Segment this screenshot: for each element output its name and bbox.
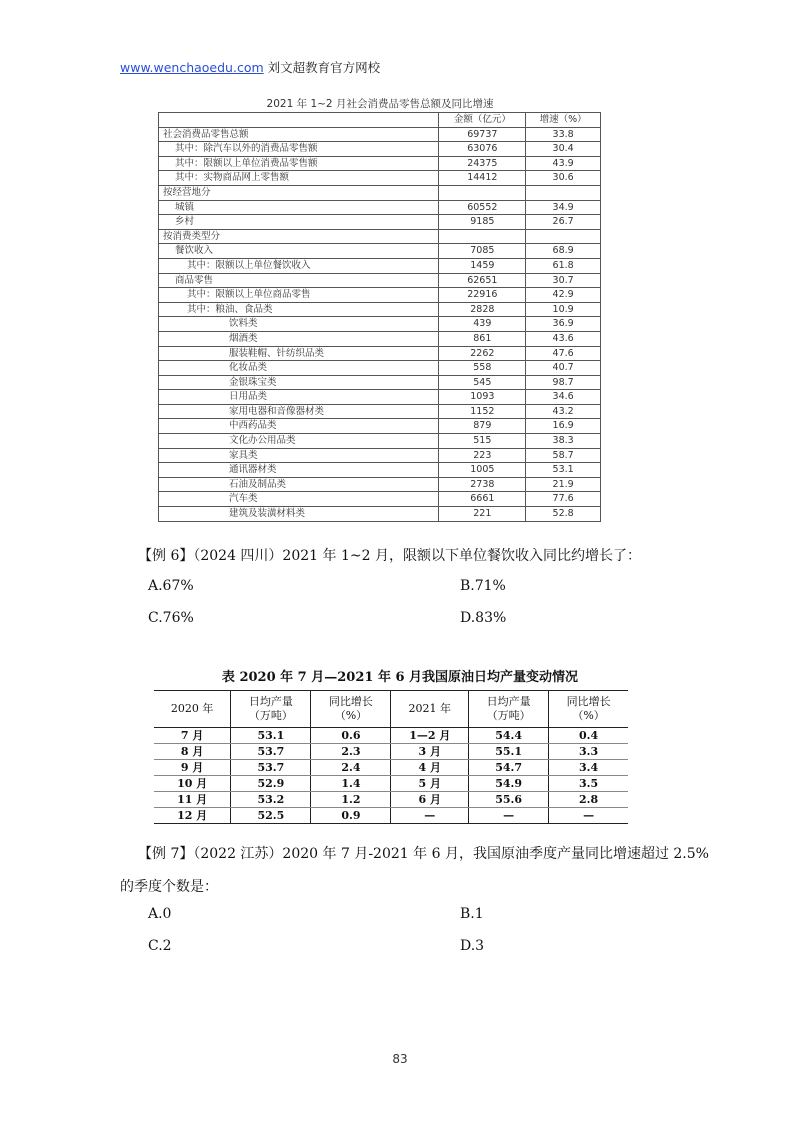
row-rate: 36.9 <box>526 317 601 332</box>
table-row <box>159 142 601 157</box>
table2-cell: — <box>391 808 469 824</box>
q6-option-d[interactable]: D.83% <box>460 610 507 626</box>
row-amount: 22916 <box>439 288 526 303</box>
table-row <box>154 744 628 760</box>
table-row <box>159 288 601 303</box>
table-row <box>159 448 601 463</box>
table2-cell: 1.2 <box>311 792 391 808</box>
table-row <box>159 156 601 171</box>
table2-cell: 53.1 <box>231 728 311 744</box>
row-rate: 38.3 <box>526 434 601 449</box>
table2-cell: 3.3 <box>549 744 628 760</box>
table2-cell: 54.4 <box>469 728 549 744</box>
table2-cell: 1—2 月 <box>391 728 469 744</box>
table2-cell: — <box>549 808 628 824</box>
header-org: 刘文超教育官方网校 <box>267 60 381 75</box>
row-rate: 40.7 <box>526 361 601 376</box>
row-name: 化妆品类 <box>159 361 439 376</box>
row-amount: 1093 <box>439 390 526 405</box>
table-row <box>159 477 601 492</box>
table-row <box>159 215 601 230</box>
q6-option-a[interactable]: A.67% <box>148 578 194 594</box>
table-row <box>159 200 601 215</box>
q7-option-c[interactable]: C.2 <box>148 938 172 954</box>
table-row <box>159 434 601 449</box>
row-amount: 24375 <box>439 156 526 171</box>
table-row <box>159 273 601 288</box>
question-7-line2: 的季度个数是： <box>120 879 218 895</box>
table-row <box>159 375 601 390</box>
table2-cell: 2.8 <box>549 792 628 808</box>
row-name: 饮料类 <box>159 317 439 332</box>
table2-cell: 10 月 <box>154 776 231 792</box>
table2-cell: 0.9 <box>311 808 391 824</box>
row-rate: 98.7 <box>526 375 601 390</box>
row-name: 中西药品类 <box>159 419 439 434</box>
table-row <box>159 229 601 244</box>
table1-col-rate: 增速（%） <box>526 113 601 128</box>
row-rate: 10.9 <box>526 302 601 317</box>
row-rate <box>526 229 601 244</box>
row-name: 汽车类 <box>159 492 439 507</box>
table-row <box>154 792 628 808</box>
table2-cell: 5 月 <box>391 776 469 792</box>
row-rate: 58.7 <box>526 448 601 463</box>
table-row <box>159 404 601 419</box>
row-rate: 47.6 <box>526 346 601 361</box>
table-row <box>159 302 601 317</box>
row-rate: 43.6 <box>526 331 601 346</box>
table2-cell: 6 月 <box>391 792 469 808</box>
row-name: 家用电器和音像器材类 <box>159 404 439 419</box>
row-name: 乡村 <box>159 215 439 230</box>
page-number: 83 <box>392 1052 408 1066</box>
table-row <box>159 185 601 200</box>
crude-oil-table <box>154 690 628 824</box>
row-amount: 545 <box>439 375 526 390</box>
row-rate: 30.6 <box>526 171 601 186</box>
table-row <box>159 419 601 434</box>
table2-cell: 53.2 <box>231 792 311 808</box>
row-rate: 43.2 <box>526 404 601 419</box>
table-row <box>159 258 601 273</box>
row-rate: 34.6 <box>526 390 601 405</box>
table2-cell: 55.1 <box>469 744 549 760</box>
table2-cell: 52.5 <box>231 808 311 824</box>
row-name: 其中：粮油、食品类 <box>159 302 439 317</box>
row-name: 商品零售 <box>159 273 439 288</box>
row-rate: 68.9 <box>526 244 601 259</box>
table2-col-header: 2020 年 <box>154 691 231 728</box>
table2-cell: 8 月 <box>154 744 231 760</box>
table-row <box>154 808 628 824</box>
table2-cell: 3.5 <box>549 776 628 792</box>
row-name: 按消费类型分 <box>159 229 439 244</box>
row-rate: 30.7 <box>526 273 601 288</box>
table-row <box>159 463 601 478</box>
row-name: 文化办公用品类 <box>159 434 439 449</box>
table2-cell: 2.3 <box>311 744 391 760</box>
row-rate: 53.1 <box>526 463 601 478</box>
q7-option-b[interactable]: B.1 <box>460 906 484 922</box>
row-rate <box>526 185 601 200</box>
table2-cell: 3 月 <box>391 744 469 760</box>
row-amount: 861 <box>439 331 526 346</box>
row-amount: 7085 <box>439 244 526 259</box>
site-link[interactable]: www.wenchaoedu.com <box>120 60 264 75</box>
row-amount: 2828 <box>439 302 526 317</box>
row-amount: 1005 <box>439 463 526 478</box>
row-amount: 14412 <box>439 171 526 186</box>
question-7-line1: 【例 7】（2022 江苏）2020 年 7 月-2021 年 6 月，我国原油季度产量同比增速超过 2.5% <box>138 846 709 862</box>
q7-option-d[interactable]: D.3 <box>460 938 485 954</box>
row-rate: 33.8 <box>526 127 601 142</box>
row-name: 社会消费品零售总额 <box>159 127 439 142</box>
row-name: 服装鞋帽、针纺织品类 <box>159 346 439 361</box>
row-name: 烟酒类 <box>159 331 439 346</box>
table2-cell: 7 月 <box>154 728 231 744</box>
table2-cell: 12 月 <box>154 808 231 824</box>
row-name: 石油及制品类 <box>159 477 439 492</box>
row-amount <box>439 185 526 200</box>
table2-cell: — <box>469 808 549 824</box>
row-name: 其中：限额以上单位消费品零售额 <box>159 156 439 171</box>
row-name: 建筑及装潢材料类 <box>159 507 439 522</box>
table2-cell: 0.6 <box>311 728 391 744</box>
table2-cell: 2.4 <box>311 760 391 776</box>
row-amount: 69737 <box>439 127 526 142</box>
table2-cell: 4 月 <box>391 760 469 776</box>
table2-cell: 54.7 <box>469 760 549 776</box>
row-name: 其中：限额以上单位餐饮收入 <box>159 258 439 273</box>
table-row <box>159 127 601 142</box>
table2-cell: 52.9 <box>231 776 311 792</box>
row-rate: 77.6 <box>526 492 601 507</box>
row-amount: 2738 <box>439 477 526 492</box>
table-row <box>159 507 601 522</box>
table2-header-row <box>154 691 628 728</box>
table-row <box>154 776 628 792</box>
table2-col-header: 同比增长 （%） <box>549 691 628 728</box>
table2-col-header: 2021 年 <box>391 691 469 728</box>
table-row <box>159 492 601 507</box>
table2-cell: 0.4 <box>549 728 628 744</box>
page-header <box>120 58 380 76</box>
table2-cell: 54.9 <box>469 776 549 792</box>
table2-cell: 55.6 <box>469 792 549 808</box>
row-amount: 2262 <box>439 346 526 361</box>
row-rate: 52.8 <box>526 507 601 522</box>
row-rate: 42.9 <box>526 288 601 303</box>
table2-cell: 53.7 <box>231 744 311 760</box>
table1-header-row <box>159 113 601 128</box>
row-rate: 26.7 <box>526 215 601 230</box>
table-row <box>159 361 601 376</box>
table2-cell: 53.7 <box>231 760 311 776</box>
table-row <box>159 390 601 405</box>
row-rate: 34.9 <box>526 200 601 215</box>
question-6: 【例 6】（2024 四川）2021 年 1~2 月，限额以下单位餐饮收入同比约增长了： <box>138 548 641 564</box>
table-row <box>154 728 628 744</box>
row-amount: 1459 <box>439 258 526 273</box>
row-amount: 879 <box>439 419 526 434</box>
table2-cell: 11 月 <box>154 792 231 808</box>
row-name: 其中：除汽车以外的消费品零售额 <box>159 142 439 157</box>
row-amount: 558 <box>439 361 526 376</box>
table2-cell: 1.4 <box>311 776 391 792</box>
table1-col-amount: 金额（亿元） <box>439 113 526 128</box>
row-name: 金银珠宝类 <box>159 375 439 390</box>
retail-sales-table <box>158 112 601 522</box>
row-amount: 1152 <box>439 404 526 419</box>
row-name: 其中：实物商品网上零售额 <box>159 171 439 186</box>
row-rate: 30.4 <box>526 142 601 157</box>
row-name: 家具类 <box>159 448 439 463</box>
row-amount: 515 <box>439 434 526 449</box>
row-name: 餐饮收入 <box>159 244 439 259</box>
table1-col-name <box>159 113 439 128</box>
table-row <box>159 346 601 361</box>
row-amount: 6661 <box>439 492 526 507</box>
table2-col-header: 日均产量 （万吨） <box>469 691 549 728</box>
row-rate: 43.9 <box>526 156 601 171</box>
row-name: 日用品类 <box>159 390 439 405</box>
table2-cell: 3.4 <box>549 760 628 776</box>
row-amount: 62651 <box>439 273 526 288</box>
row-amount: 223 <box>439 448 526 463</box>
row-amount <box>439 229 526 244</box>
row-amount: 60552 <box>439 200 526 215</box>
row-name: 通讯器材类 <box>159 463 439 478</box>
row-amount: 63076 <box>439 142 526 157</box>
q6-option-b[interactable]: B.71% <box>460 578 506 594</box>
q6-option-c[interactable]: C.76% <box>148 610 194 626</box>
table1-title: 2021 年 1~2 月社会消费品零售总额及同比增速 <box>266 98 494 110</box>
table-row <box>154 760 628 776</box>
table-row <box>159 244 601 259</box>
row-amount: 9185 <box>439 215 526 230</box>
q7-option-a[interactable]: A.0 <box>148 906 172 922</box>
table2-cell: 9 月 <box>154 760 231 776</box>
row-amount: 439 <box>439 317 526 332</box>
row-name: 城镇 <box>159 200 439 215</box>
table-row <box>159 331 601 346</box>
table2-title: 表 2020 年 7 月—2021 年 6 月我国原油日均产量变动情况 <box>221 670 579 685</box>
row-name: 其中：限额以上单位商品零售 <box>159 288 439 303</box>
row-amount: 221 <box>439 507 526 522</box>
table-row <box>159 317 601 332</box>
row-rate: 61.8 <box>526 258 601 273</box>
table-row <box>159 171 601 186</box>
row-rate: 16.9 <box>526 419 601 434</box>
row-rate: 21.9 <box>526 477 601 492</box>
table2-col-header: 同比增长 （%） <box>311 691 391 728</box>
table2-col-header: 日均产量 （万吨） <box>231 691 311 728</box>
row-name: 按经营地分 <box>159 185 439 200</box>
